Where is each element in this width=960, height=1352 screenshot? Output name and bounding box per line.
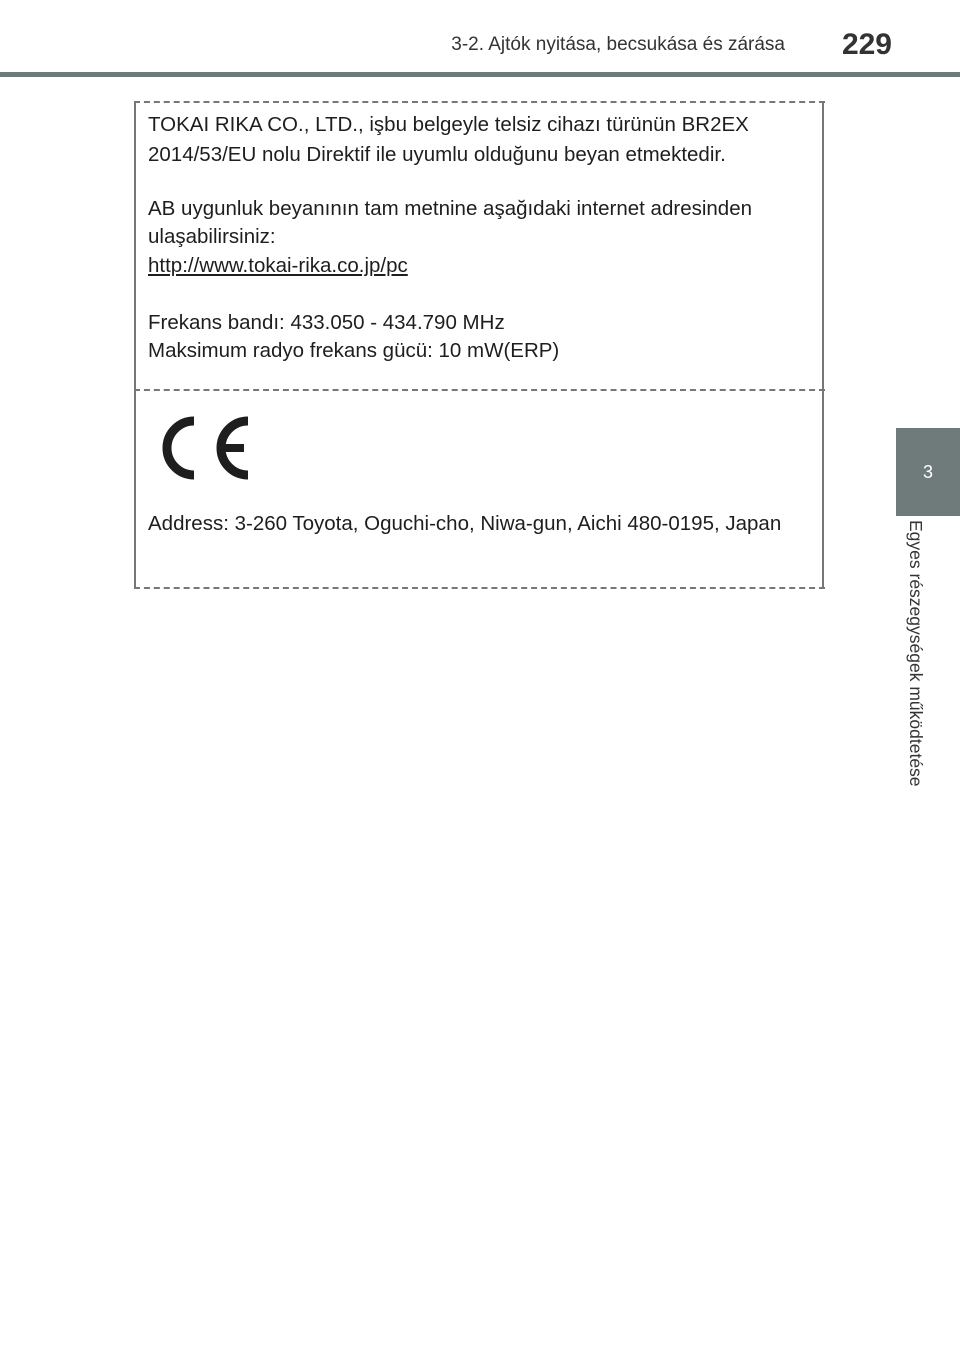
notice-right-border [822,101,824,589]
frequency-band: Frekans bandı: 433.050 - 434.790 MHz [148,311,505,334]
declaration-line-4: ulaşabilirsiniz: [148,225,276,248]
manufacturer-address: Address: 3-260 Toyota, Oguchi-cho, Niwa-gun, Aichi 480-0195, Japan [148,512,782,535]
max-radio-power: Maksimum radyo frekans gücü: 10 mW(ERP) [148,339,560,362]
notice-bottom-border [134,587,825,589]
notice-top-border [134,101,825,103]
declaration-line-2: 2014/53/EU nolu Direktif ile uyumlu olduğunu beyan etmektedir. [148,143,726,166]
section-title: 3-2. Ajtók nyitása, becsukása és zárása [451,34,785,55]
page-number: 229 [841,28,892,61]
declaration-line-1: TOKAI RIKA CO., LTD., işbu belgeyle telsiz cihazı türünün BR2EX [148,113,749,136]
chapter-number: 3 [922,461,933,482]
declaration-url-link[interactable]: http://www.tokai-rika.co.jp/pc [148,254,408,277]
notice-section-divider [134,389,825,391]
header-divider [0,72,960,77]
notice-left-border [134,101,136,589]
radio-compliance-notice [134,101,825,589]
chapter-title: Egyes részegységek működtetése [906,520,926,787]
declaration-line-3: AB uygunluk beyanının tam metnine aşağıdaki internet adresinden [148,197,752,220]
ce-mark-icon [156,413,256,483]
chapter-tab [896,428,960,516]
